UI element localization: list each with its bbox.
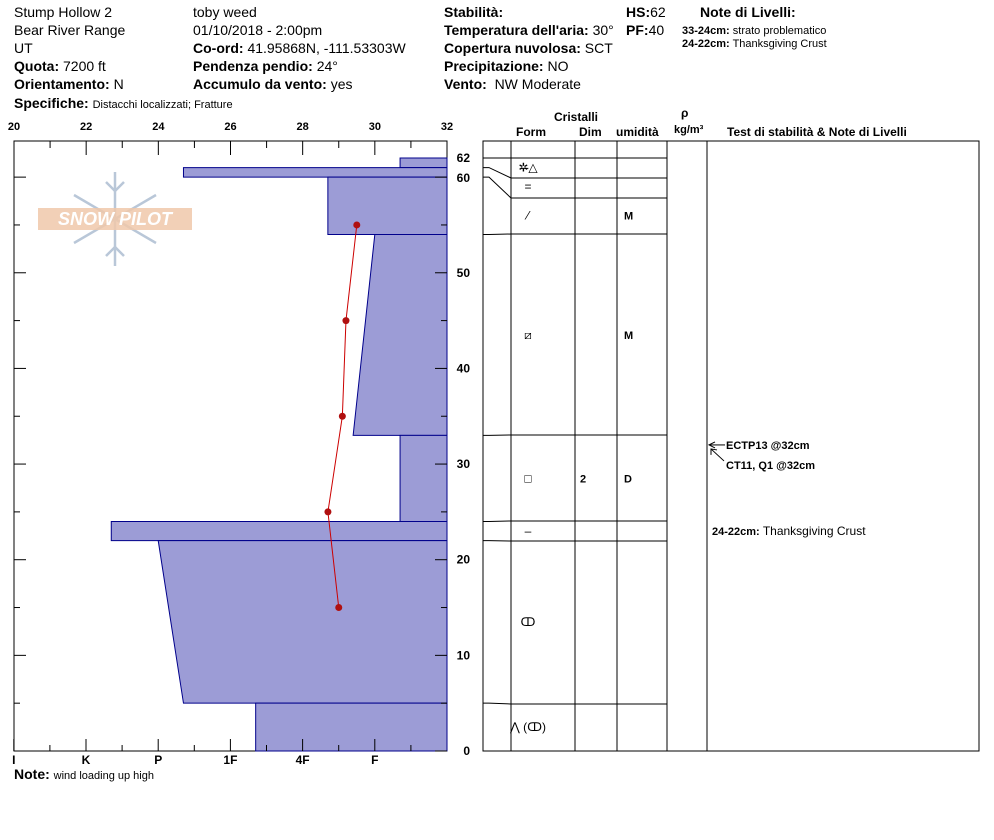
temperature-point [335,604,342,611]
hardness-tick-label: 4F [295,753,310,767]
depth-connector [483,703,511,704]
dim-header: Dim [579,125,602,139]
layer-note-text: strato problematico [732,25,827,37]
temperature-point [339,413,346,420]
hardness-layer [111,521,447,540]
layer-comment [712,524,866,538]
layer-notes-title: Note di Livelli: [700,4,796,20]
hardness-layer [158,541,447,704]
grain-form-symbol: ↀ [520,614,536,629]
depth-tick-label: 30 [456,457,470,472]
pf-value: 40 [648,22,665,38]
temperature-point [353,221,360,228]
hardness-layer [353,235,447,436]
coordinates-label: Co-ord: [193,40,244,56]
depth-connector [483,234,511,235]
density-unit: kg/m³ [674,124,704,136]
coordinates-value: 41.95868N, -111.53303W [247,40,406,56]
depth-tick-label: 60 [456,171,470,186]
crystals-header: Cristalli [554,110,599,124]
specifics-label: Specifiche: [14,95,89,111]
grain-form-symbol: – [524,524,532,539]
depth-tick-label: 10 [456,648,470,663]
grain-size: 2 [580,473,587,486]
wind-label: Vento: [444,76,487,92]
temp-tick-label: 22 [80,121,93,133]
temperature-point [342,317,349,324]
depth-tick-label: 62 [456,151,470,165]
moisture-code: M [624,329,634,342]
grain-form-symbol: = [524,179,532,194]
specifics-value: Distacchi localizzati; Fratture [92,99,233,111]
temperature-point [324,508,331,515]
depth-tick-label: 40 [456,361,470,376]
hardness-tick-label: 1F [223,753,238,767]
depth-connector [483,177,511,198]
hardness-tick-label: P [154,753,163,767]
hardness-tick-label: F [371,753,379,767]
stability-test: CT11, Q1 @32cm [726,459,815,472]
depth-tick-label: 20 [456,552,470,567]
density-symbol: ρ [681,106,689,120]
wind-loading-value: yes [330,76,353,92]
cloud-cover-value: SCT [584,40,613,56]
elevation-value: 7200 ft [63,58,106,74]
observation-datetime: 01/10/2018 - 2:00pm [193,22,323,38]
mountain-range: Bear River Range [14,22,126,38]
grain-form-symbol: ⁄ [526,208,530,223]
hs-label: HS: [626,4,651,20]
grain-form-symbol: ✲̶△ [518,160,538,175]
logo-text: SNOW PILOT [58,209,172,229]
temp-tick-label: 24 [152,121,165,133]
note-value: wind loading up high [53,770,154,782]
moisture-code: M [624,210,634,223]
state: UT [14,40,33,56]
location-name: Stump Hollow 2 [14,4,113,20]
moisture-header: umidità [616,125,659,139]
aspect-label: Orientamento: [14,76,110,92]
hardness-layer [328,177,447,234]
air-temp-value: 30° [592,22,614,38]
temp-tick-label: 20 [7,121,21,133]
grain-form-symbol: ⋀ (ↀ) [509,720,547,735]
hardness-layer [183,168,447,178]
stability-test: ECTP13 @32cm [726,439,810,452]
snow-pilot-logo [38,172,192,266]
hardness-layer [400,158,447,168]
aspect-value: N [113,76,124,92]
moisture-code: D [624,473,632,486]
layer-table [483,141,979,751]
depth-tick-label: 0 [463,744,470,758]
note-label: Note: [14,766,50,782]
precipitation-value: NO [547,58,569,74]
depth-tick-label: 50 [456,265,470,280]
temp-tick-label: 28 [296,121,309,133]
pf-label: PF: [626,22,649,38]
hardness-tick-label: I [12,753,16,767]
slope-label: Pendenza pendio: [193,58,313,74]
grain-form-symbol: □ [524,471,532,486]
layer-comment-text: Thanksgiving Crust [759,524,866,539]
wind-value: NW Moderate [494,76,581,92]
temp-tick-label: 32 [440,121,454,133]
layer-note-text: Thanksgiving Crust [732,38,827,50]
elevation-label: Quota: [14,58,60,74]
observer-name: toby weed [193,4,257,20]
layer-comment-range: 24-22cm: [712,526,760,539]
slope-value: 24° [316,58,338,74]
temp-tick-label: 26 [224,121,237,133]
hardness-layer [256,703,447,751]
temp-tick-label: 30 [368,121,381,133]
cloud-cover-label: Copertura nuvolosa: [444,40,581,56]
hs-value: 62 [650,4,666,20]
hardness-tick-label: K [81,753,91,767]
stability-label: Stabilità: [444,4,504,20]
depth-connector [483,168,511,178]
form-header: Form [516,125,546,139]
test-arrow [711,449,724,461]
layer-note-range: 33-24cm: [682,25,730,37]
hardness-layer [400,435,447,521]
grain-form-symbol: ⧄ [524,327,532,342]
tests-header: Test di stabilità & Note di Livelli [727,125,907,139]
layer-note-range: 24-22cm: [682,38,730,50]
precipitation-label: Precipitazione: [444,58,544,74]
wind-loading-label: Accumulo da vento: [193,76,327,92]
air-temp-label: Temperatura dell'aria: [444,22,589,38]
